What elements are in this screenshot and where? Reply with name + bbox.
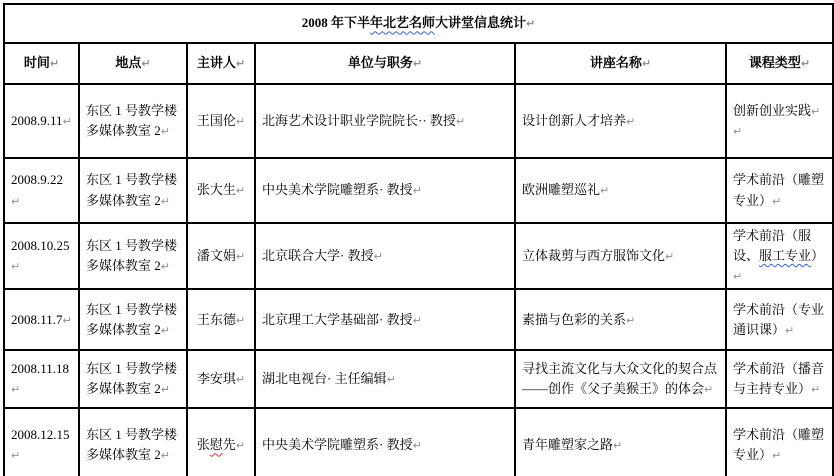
paragraph-mark: ↵ — [626, 313, 636, 327]
lecture-info-table — [3, 3, 834, 476]
paragraph-mark: ↵ — [412, 313, 422, 327]
header-location-label: 地点 — [115, 55, 142, 71]
speaker-value: 潘文娟 — [196, 248, 236, 264]
cell-unit[interactable] — [255, 84, 515, 158]
paragraph-mark: ↵ — [613, 439, 623, 453]
location-value: 东区 1 号教学楼多媒体教室 2 — [86, 102, 178, 138]
paragraph-mark: ↵ — [62, 313, 72, 327]
cell-speaker[interactable] — [187, 158, 255, 223]
paragraph-mark: ↵ — [235, 114, 246, 128]
paragraph-mark: ↵ — [412, 57, 423, 71]
paragraph-mark: ↵ — [235, 250, 246, 264]
paragraph-mark: ↵ — [11, 449, 21, 463]
lecture-value: 寻找主流文化与大众文化的契合点——创作《父子美猴王》的体会 — [522, 361, 718, 397]
type-value: 学术前沿（专业通识课） — [733, 301, 825, 337]
type-value-post: ） — [811, 248, 825, 264]
location-value: 东区 1 号教学楼多媒体教室 2 — [86, 361, 178, 397]
cell-location[interactable] — [79, 223, 187, 289]
cell-type[interactable] — [726, 289, 833, 350]
cell-lecture[interactable] — [515, 223, 726, 289]
unit-value: 北京联合大学· 教授 — [262, 248, 374, 264]
speaker-value-pre: 张 — [196, 437, 210, 453]
cell-time[interactable] — [4, 223, 79, 289]
speaker-value: 张大生 — [196, 182, 236, 198]
time-value: 2008.9.22 — [11, 172, 63, 188]
unit-value: 中央美术学院雕塑系· 教授 — [262, 182, 413, 198]
cell-time[interactable] — [4, 408, 79, 476]
time-value: 2008.9.11 — [11, 112, 63, 128]
lecture-value: 立体裁剪与西方服饰文化 — [522, 248, 666, 264]
cell-lecture[interactable] — [515, 84, 726, 158]
time-value: 2008.11.18 — [11, 361, 70, 377]
table-row — [4, 158, 833, 223]
type-value: 学术前沿（播音与主持专业） — [733, 361, 825, 397]
cell-time[interactable] — [4, 84, 79, 158]
paragraph-mark: ↵ — [772, 449, 782, 463]
cell-speaker[interactable] — [187, 350, 255, 408]
paragraph-mark: ↵ — [811, 104, 821, 118]
cell-location[interactable] — [79, 84, 187, 158]
paragraph-mark: ↵ — [526, 17, 536, 31]
header-type-label: 课程类型 — [748, 55, 801, 71]
header-unit-label: 单位与职务 — [347, 55, 413, 71]
cell-type[interactable] — [726, 223, 833, 289]
paragraph-mark: ↵ — [11, 383, 21, 397]
title-text-post: 大讲堂信息统计 — [435, 15, 527, 31]
header-speaker[interactable] — [187, 43, 255, 84]
table-row-header — [4, 43, 833, 84]
paragraph-mark: ↵ — [235, 313, 246, 327]
cell-unit[interactable] — [255, 289, 515, 350]
speaker-value-post: 先 — [222, 437, 236, 453]
paragraph-mark: ↵ — [386, 373, 396, 387]
cell-unit[interactable] — [255, 223, 515, 289]
unit-value: 北京理工大学基础部· 教授 — [262, 311, 413, 327]
cell-type[interactable] — [726, 84, 833, 158]
paragraph-mark: ↵ — [811, 383, 821, 397]
speaker-value-spellcheck: 慰 — [209, 437, 223, 453]
table-row — [4, 408, 833, 476]
table-row — [4, 289, 833, 350]
table-row — [4, 350, 833, 408]
type-value: 学术前沿（雕塑专业） — [733, 427, 825, 463]
cell-type[interactable] — [726, 408, 833, 476]
cell-speaker[interactable] — [187, 84, 255, 158]
cell-speaker[interactable] — [187, 408, 255, 476]
paragraph-mark: ↵ — [235, 373, 246, 387]
location-value: 东区 1 号教学楼多媒体教室 2 — [86, 172, 178, 208]
cell-location[interactable] — [79, 350, 187, 408]
paragraph-mark: ↵ — [62, 114, 72, 128]
paragraph-mark: ↵ — [641, 57, 652, 71]
header-type[interactable] — [726, 43, 833, 84]
cell-unit[interactable] — [255, 158, 515, 223]
header-time[interactable] — [4, 43, 79, 84]
paragraph-mark: ↵ — [412, 184, 422, 198]
paragraph-mark: ↵ — [733, 270, 743, 284]
paragraph-mark: ↵ — [49, 57, 60, 71]
paragraph-mark: ↵ — [160, 383, 170, 397]
paragraph-mark: ↵ — [235, 184, 246, 198]
paragraph-mark: ↵ — [235, 439, 246, 453]
speaker-value: 李安琪 — [196, 371, 236, 387]
header-location[interactable] — [79, 43, 187, 84]
table-row — [4, 84, 833, 158]
unit-value: 北海艺术设计职业学院院长·· 教授 — [262, 112, 456, 128]
cell-time[interactable] — [4, 350, 79, 408]
cell-speaker[interactable] — [187, 289, 255, 350]
cell-unit[interactable] — [255, 408, 515, 476]
title-text-pre: 2008 年下半 — [301, 15, 371, 31]
unit-value: 湖北电视台· 主任编辑 — [262, 371, 387, 387]
time-value: 2008.12.15 — [11, 427, 70, 443]
header-lecture-label: 讲座名称 — [589, 55, 642, 71]
type-value: 学术前沿（雕塑专业） — [733, 172, 825, 208]
header-speaker-label: 主讲人 — [196, 55, 236, 71]
paragraph-mark: ↵ — [160, 194, 170, 208]
type-value: 创新创业实践 — [733, 102, 812, 118]
time-value: 2008.10.25 — [11, 238, 70, 254]
table-row-title — [4, 4, 833, 43]
paragraph-mark: ↵ — [160, 449, 170, 463]
location-value: 东区 1 号教学楼多媒体教室 2 — [86, 238, 178, 274]
paragraph-mark: ↵ — [412, 439, 422, 453]
paragraph-mark: ↵ — [160, 323, 170, 337]
table-title[interactable] — [4, 4, 833, 43]
paragraph-mark: ↵ — [160, 125, 170, 138]
type-value-pre: 学术前沿（服设、 — [733, 228, 812, 264]
header-unit[interactable] — [255, 43, 515, 84]
paragraph-mark: ↵ — [235, 57, 246, 71]
type-value-spellcheck: 服工专业 — [759, 248, 812, 264]
paragraph-mark: ↵ — [733, 125, 743, 138]
paragraph-mark: ↵ — [600, 184, 610, 198]
table-row — [4, 223, 833, 289]
cell-time[interactable] — [4, 289, 79, 350]
paragraph-mark: ↵ — [455, 114, 466, 128]
cell-time[interactable] — [4, 158, 79, 223]
location-value: 东区 1 号教学楼多媒体教室 2 — [86, 427, 178, 463]
cell-lecture[interactable] — [515, 350, 726, 408]
cell-lecture[interactable] — [515, 289, 726, 350]
paragraph-mark: ↵ — [373, 250, 383, 264]
lecture-value: 青年雕塑家之路 — [522, 437, 614, 453]
cell-location[interactable] — [79, 289, 187, 350]
paragraph-mark: ↵ — [11, 194, 21, 208]
cell-lecture[interactable] — [515, 408, 726, 476]
cell-type[interactable] — [726, 158, 833, 223]
lecture-value: 欧洲雕塑巡礼 — [522, 182, 601, 198]
paragraph-mark: ↵ — [785, 323, 795, 337]
speaker-value: 王东德 — [196, 311, 236, 327]
paragraph-mark: ↵ — [626, 114, 636, 128]
time-value: 2008.11.7 — [11, 311, 63, 327]
paragraph-mark: ↵ — [772, 194, 782, 208]
paragraph-mark: ↵ — [704, 383, 714, 397]
cell-location[interactable] — [79, 408, 187, 476]
lecture-value: 素描与色彩的关系 — [522, 311, 627, 327]
paragraph-mark: ↵ — [11, 260, 21, 274]
header-lecture[interactable] — [515, 43, 726, 84]
cell-location[interactable] — [79, 158, 187, 223]
location-value: 东区 1 号教学楼多媒体教室 2 — [86, 301, 178, 337]
lecture-value: 设计创新人才培养 — [522, 112, 627, 128]
paragraph-mark: ↵ — [141, 57, 151, 71]
cell-unit[interactable] — [255, 350, 515, 408]
title-text-spellcheck: 年北艺名师 — [370, 15, 436, 31]
cell-speaker[interactable] — [187, 223, 255, 289]
unit-value: 中央美术学院雕塑系· 教授 — [262, 437, 413, 453]
paragraph-mark: ↵ — [160, 260, 170, 274]
paragraph-mark: ↵ — [665, 250, 675, 264]
paragraph-mark: ↵ — [800, 57, 811, 71]
cell-type[interactable] — [726, 350, 833, 408]
cell-lecture[interactable] — [515, 158, 726, 223]
header-time-label: 时间 — [23, 55, 50, 71]
speaker-value: 王国伦 — [196, 112, 236, 128]
